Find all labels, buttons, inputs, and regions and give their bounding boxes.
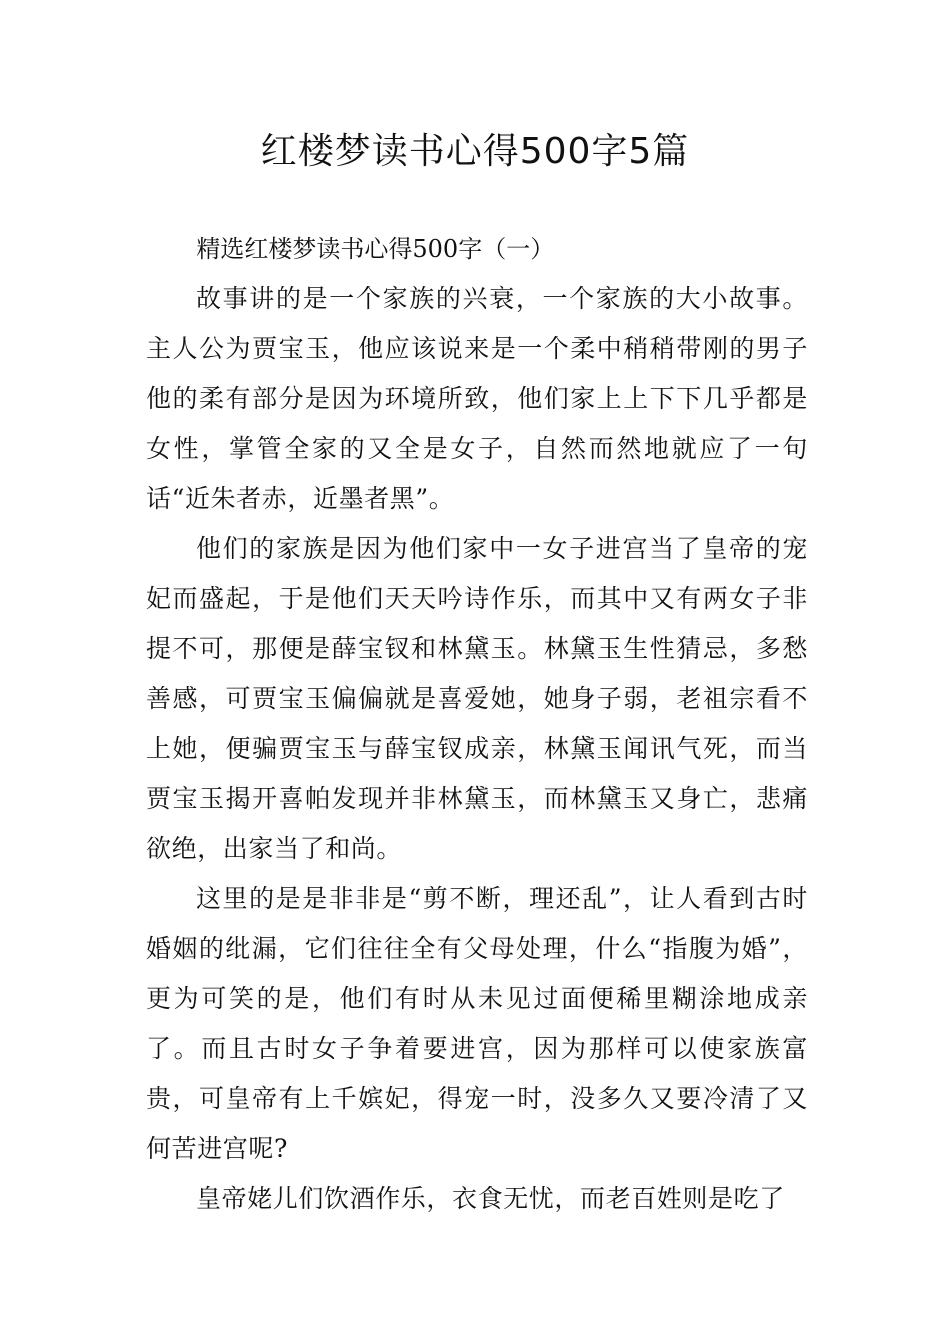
paragraph-1: 故事讲的是一个家族的兴衰，一个家族的大小故事。主人公为贾宝玉，他应该说来是一个柔中稍稍带刚的男子他的柔有部分是因为环境所致，他们家上上下下几乎都是女性，掌管全家的又全是女子，自然而然地就应了一句话“近朱者赤，近墨者黑”。 [146, 284, 808, 513]
section-heading: 精选红楼梦读书心得500字（一） [196, 235, 555, 263]
document-title: 红楼梦读书心得500字5篇 [260, 131, 690, 172]
document-body [146, 224, 808, 1224]
paragraph-3: 这里的是是非非是“剪不断，理还乱”，让人看到古时婚姻的纰漏，它们往往全有父母处理，什么“指腹为婚”，更为可笑的是，他们有时从未见过面便稀里糊涂地成亲了。而且古时女子争着要进宫，因为那样可以使家族富贵，可皇帝有上千嫔妃，得宠一时，没多久又要冷清了又何苦进宫呢? [146, 884, 808, 1163]
paragraph-4: 皇帝姥儿们饮酒作乐，衣食无忧，而老百姓则是吃了 [196, 1184, 785, 1213]
paragraph-2: 他们的家族是因为他们家中一女子进宫当了皇帝的宠妃而盛起，于是他们天天吟诗作乐，而其中又有两女子非提不可，那便是薛宝钗和林黛玉。林黛玉生性猜忌，多愁善感，可贾宝玉偏偏就是喜爱她，她身子弱，老祖宗看不上她，便骗贾宝玉与薛宝钗成亲，林黛玉闻讯气死，而当贾宝玉揭开喜帕发现并非林黛玉，而林黛玉又身亡，悲痛欲绝，出家当了和尚。 [146, 534, 808, 863]
